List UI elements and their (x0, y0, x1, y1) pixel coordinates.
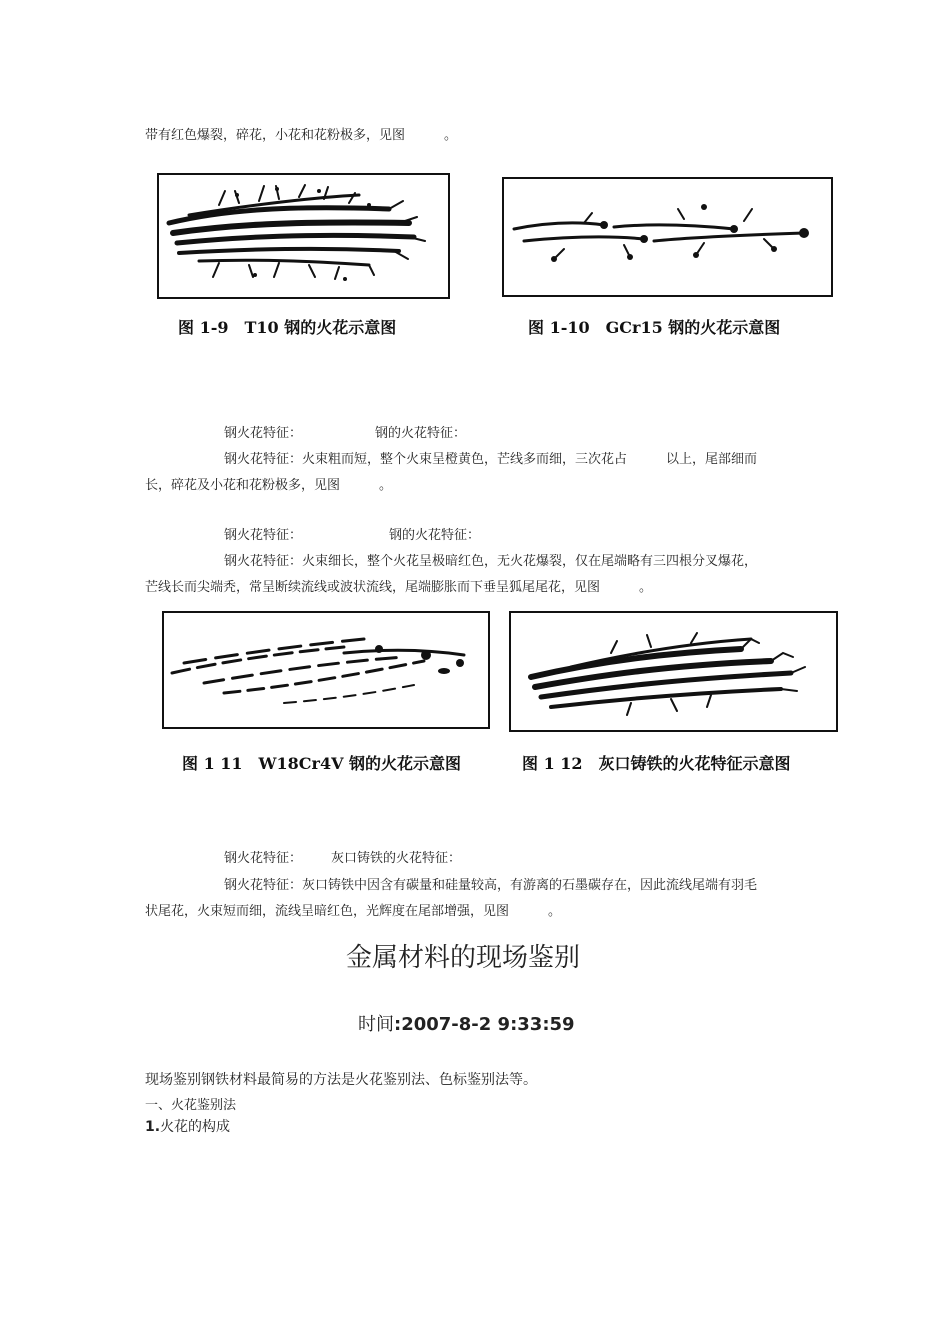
subsection-number: 1. (145, 1119, 161, 1135)
section-heading-a: 钢火花特征： (224, 528, 303, 543)
figure-w18cr4v-spark (162, 611, 490, 729)
figure-gcr15-spark (502, 177, 833, 297)
section-heading-a: 钢火花特征： (224, 426, 303, 441)
time-value: :2007-8-2 9:33:59 (394, 1014, 575, 1035)
section-body-line: 钢火花特征：灰口铸铁中因含有碳量和硅量较高，有游离的石墨碳存在，因此流线尾端有羽毛 (224, 878, 758, 893)
article-paragraph: 现场鉴别钢铁材料最简易的方法是火花鉴别法、色标鉴别法等。 (145, 1072, 537, 1088)
figure-caption: 图 1 11 W18Cr4V 钢的火花示意图 (182, 754, 462, 773)
section-body-line: 钢火花特征：火束细长，整个火花呈极暗红色，无火花爆裂，仅在尾端略有三四根分叉爆花， (224, 554, 758, 569)
figure-gray-cast-iron-spark (509, 611, 838, 732)
section-heading-b: 钢的火花特征： (389, 528, 481, 543)
section-heading-a: 钢火花特征： (224, 851, 303, 866)
section-body-line: 长，碎花及小花和花粉极多，见图 。 (145, 478, 393, 493)
article-title: 金属材料的现场鉴别 (346, 943, 581, 973)
intro-text: 带有红色爆裂，碎花，小花和花粉极多，见图 。 (145, 128, 458, 143)
section-heading-b: 钢的火花特征： (375, 426, 467, 441)
spark-drawing-w18cr4v (164, 613, 488, 727)
figure-t10-spark (157, 173, 450, 299)
subsection-heading (145, 1118, 230, 1136)
section-body-line: 状尾花，火束短而细，流线呈暗红色，光辉度在尾部增强，见图 。 (145, 904, 562, 919)
figure-caption: 图 1-9 T10 钢的火花示意图 (178, 318, 397, 337)
subsection-text: 火花的构成 (160, 1119, 231, 1135)
section-heading: 一、火花鉴别法 (145, 1098, 237, 1113)
spark-drawing-gray-cast-iron (511, 613, 836, 730)
section-heading-b: 灰口铸铁的火花特征： (331, 851, 462, 866)
time-label: 时间 (358, 1014, 394, 1035)
spark-drawing-t10 (159, 175, 448, 297)
spark-drawing-gcr15 (504, 179, 831, 295)
section-body-line: 芒线长而尖端秃，常呈断续流线或波状流线，尾端膨胀而下垂呈狐尾尾花，见图 。 (145, 580, 653, 595)
figure-caption: 图 1 12 灰口铸铁的火花特征示意图 (522, 754, 791, 773)
section-body-line: 钢火花特征：火束粗而短，整个火束呈橙黄色，芒线多而细，三次花占 以上，尾部细而 (224, 452, 758, 467)
article-timestamp (358, 1010, 575, 1036)
figure-caption: 图 1-10 GCr15 钢的火花示意图 (528, 318, 781, 337)
